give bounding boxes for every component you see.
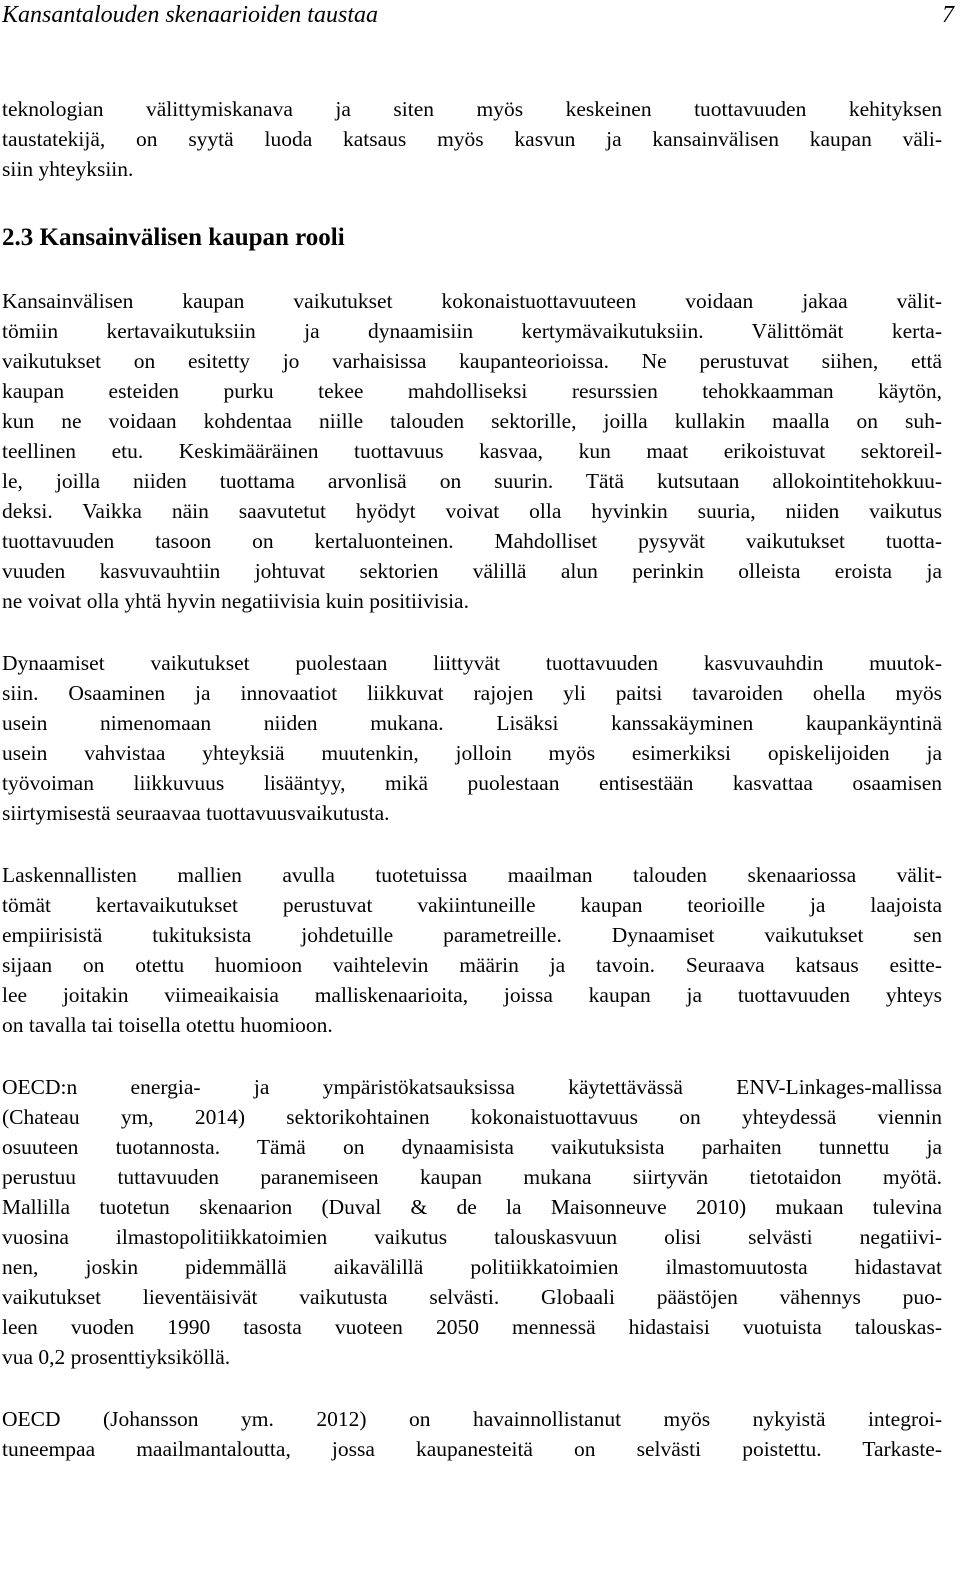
text-line: kun ne voidaan kohdentaa niille talouden sektorille, joilla kullakin maalla on suh- <box>2 409 942 433</box>
text-line: lee joitakin viimeaikaisia malliskenaarioita, joissa kaupan ja tuottavuuden yhteys <box>2 983 942 1007</box>
text-line: taustatekijä, on syytä luoda katsaus myös kasvun ja kansainvälisen kaupan väli- <box>2 127 942 151</box>
text-line: ne voivat olla yhtä hyvin negatiivisia kuin positiivisia. <box>2 589 469 613</box>
running-head <box>0 0 960 30</box>
text-line: (Chateau ym, 2014) sektorikohtainen kokonaistuottavuus on yhteydessä viennin <box>2 1105 942 1129</box>
text-line: OECD:n energia- ja ympäristökatsauksissa käytettävässä ENV-Linkages-mallissa <box>2 1075 942 1099</box>
text-line: Dynaamiset vaikutukset puolestaan liittyvät tuottavuuden kasvuvauhdin muutok- <box>2 651 942 675</box>
text-line: empiirisistä tukituksista johdetuille parametreille. Dynaamiset vaikutukset sen <box>2 923 942 947</box>
text-line: kaupan esteiden purku tekee mahdolliseksi resurssien tehokkaamman käytön, <box>2 379 942 403</box>
section-heading: 2.3 Kansainvälisen kaupan rooli <box>2 224 345 251</box>
text-line: teknologian välittymiskanava ja siten myös keskeinen tuottavuuden kehityksen <box>2 97 942 121</box>
text-line: tömät kertavaikutukset perustuvat vakiintuneille kaupan teorioille ja laajoista <box>2 893 942 917</box>
text-line: vaikutukset on esitetty jo varhaisissa kaupanteorioissa. Ne perustuvat siihen, että <box>2 349 942 373</box>
text-line: leen vuoden 1990 tasosta vuoteen 2050 mennessä hidastaisi vuotuista talouskas- <box>2 1315 942 1339</box>
text-line: teellinen etu. Keskimääräinen tuottavuus kasvaa, kun maat erikoistuvat sektoreil- <box>2 439 942 463</box>
text-line: vuuden kasvuvauhtiin johtuvat sektorien välillä alun perinkin olleista eroista ja <box>2 559 942 583</box>
running-head-title: Kansantalouden skenaarioiden taustaa <box>2 2 378 28</box>
text-line: usein nimenomaan niiden mukana. Lisäksi kanssakäyminen kaupankäyntinä <box>2 711 942 735</box>
text-line: usein vahvistaa yhteyksiä muutenkin, jolloin myös esimerkiksi opiskelijoiden ja <box>2 741 942 765</box>
text-line: OECD (Johansson ym. 2012) on havainnollistanut myös nykyistä integroi- <box>2 1407 942 1431</box>
text-line: on tavalla tai toisella otettu huomioon. <box>2 1013 333 1037</box>
page-number: 7 <box>942 2 954 28</box>
text-line: siirtymisestä seuraavaa tuottavuusvaikutusta. <box>2 801 390 825</box>
text-line: le, joilla niiden tuottama arvonlisä on suurin. Tätä kutsutaan allokointitehokkuu- <box>2 469 942 493</box>
text-line: nen, joskin pidemmällä aikavälillä politiikkatoimien ilmastomuutosta hidastavat <box>2 1255 942 1279</box>
text-line: Kansainvälisen kaupan vaikutukset kokonaistuottavuuteen voidaan jakaa välit- <box>2 289 942 313</box>
text-line: työvoiman liikkuvuus lisääntyy, mikä puolestaan entisestään kasvattaa osaamisen <box>2 771 942 795</box>
text-line: siin yhteyksiin. <box>2 157 134 181</box>
text-line: deksi. Vaikka näin saavutetut hyödyt voivat olla hyvinkin suuria, niiden vaikutus <box>2 499 942 523</box>
text-line: perustuu tuttavuuden paranemiseen kaupan mukana siirtyvän tietotaidon myötä. <box>2 1165 942 1189</box>
text-line: tuneempaa maailmantaloutta, jossa kaupanesteitä on selvästi poistettu. Tarkaste- <box>2 1437 942 1461</box>
text-line: tuottavuuden tasoon on kertaluonteinen. Mahdolliset pysyvät vaikutukset tuotta- <box>2 529 942 553</box>
text-line: vuosina ilmastopolitiikkatoimien vaikutus talouskasvuun olisi selvästi negatiivi- <box>2 1225 942 1249</box>
text-line: vaikutukset lieventäisivät vaikutusta selvästi. Globaali päästöjen vähennys puo- <box>2 1285 942 1309</box>
text-line: Laskennallisten mallien avulla tuotetuissa maailman talouden skenaariossa välit- <box>2 863 942 887</box>
text-line: vua 0,2 prosenttiyksiköllä. <box>2 1345 231 1369</box>
text-line: tömiin kertavaikutuksiin ja dynaamisiin kertymävaikutuksiin. Välittömät kerta- <box>2 319 942 343</box>
text-line: sijaan on otettu huomioon vaihtelevin määrin ja tavoin. Seuraava katsaus esitte- <box>2 953 942 977</box>
text-line: Mallilla tuotetun skenaarion (Duval & de la Maisonneuve 2010) mukaan tulevina <box>2 1195 942 1219</box>
text-line: siin. Osaaminen ja innovaatiot liikkuvat rajojen yli paitsi tavaroiden ohella myös <box>2 681 942 705</box>
text-line: osuuteen tuotannosta. Tämä on dynaamisista vaikutuksista parhaiten tunnettu ja <box>2 1135 942 1159</box>
